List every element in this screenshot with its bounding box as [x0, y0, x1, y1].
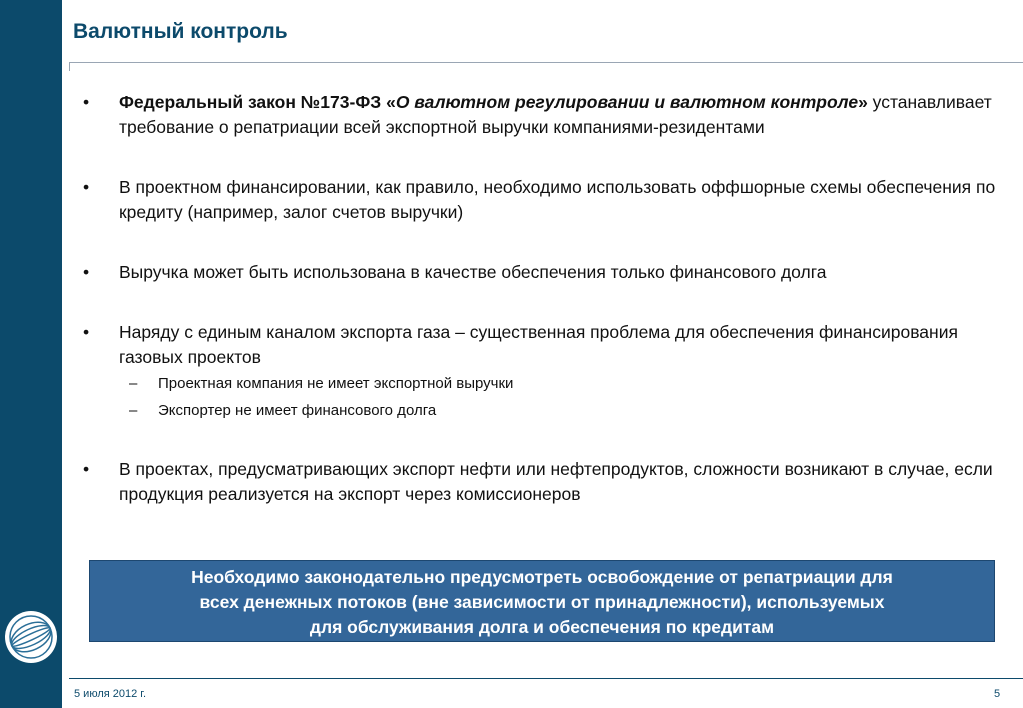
bullet-marker: •	[83, 92, 90, 112]
sub-bullet-text: Экспортер не имеет финансового долга	[158, 402, 437, 419]
callout-line: для обслуживания долга и обеспечения по кредитам	[309, 617, 775, 637]
callout-box	[89, 560, 995, 642]
page-number: 5	[994, 688, 1001, 700]
header-divider-corner	[69, 62, 70, 71]
bullet-item	[83, 90, 1003, 140]
callout-line: всех денежных потоков (вне зависимости от принадлежности), используемых	[199, 592, 885, 612]
law-title: О валютном регулировании и валютном контроле	[395, 92, 859, 112]
callout-line: Необходимо законодательно предусмотреть освобождение от репатриации для	[191, 567, 893, 587]
bullet-marker: •	[83, 322, 90, 342]
slide-title: Валютный контроль	[73, 20, 288, 43]
bullet-text: В проектах, предусматривающих экспорт нефти или нефтепродуктов, сложности возникают в случае, если продукция реализуется на экспорт через комиссионеров	[119, 459, 993, 504]
footer-divider	[69, 678, 1023, 679]
bullet-text: В проектном финансировании, как правило, необходимо использовать оффшорные схемы обеспечения по кредиту (например, залог счетов выручки)	[119, 177, 996, 222]
bullet-marker: •	[83, 177, 90, 197]
footer-date: 5 июля 2012 г.	[74, 688, 147, 700]
law-quote-close: »	[858, 92, 868, 112]
bullet-list	[83, 90, 1003, 507]
left-sidebar-band	[0, 0, 62, 708]
header-divider	[69, 62, 1023, 63]
sub-bullet-item	[83, 397, 1003, 424]
bullet-item	[83, 260, 1003, 285]
bullet-text: Выручка может быть использована в качестве обеспечения только финансового долга	[119, 262, 827, 282]
law-name-prefix: Федеральный закон №173-ФЗ «	[119, 92, 396, 112]
globe-logo-icon	[4, 610, 58, 664]
bullet-marker: •	[83, 459, 90, 479]
sub-bullet-marker: –	[129, 402, 138, 419]
sub-bullet-item	[83, 370, 1003, 397]
sub-bullet-text: Проектная компания не имеет экспортной выручки	[158, 375, 514, 392]
bullet-text: устанавливает требование о репатриации всей экспортной выручки компаниями-резидентами	[119, 92, 992, 137]
bullet-item	[83, 457, 1003, 507]
bullet-text: Наряду с единым каналом экспорта газа – существенная проблема для обеспечения финансирования газовых проектов	[119, 322, 958, 367]
bullet-marker: •	[83, 262, 90, 282]
sub-bullet-marker: –	[129, 375, 138, 392]
bullet-item	[83, 320, 1003, 370]
bullet-item	[83, 175, 1003, 225]
